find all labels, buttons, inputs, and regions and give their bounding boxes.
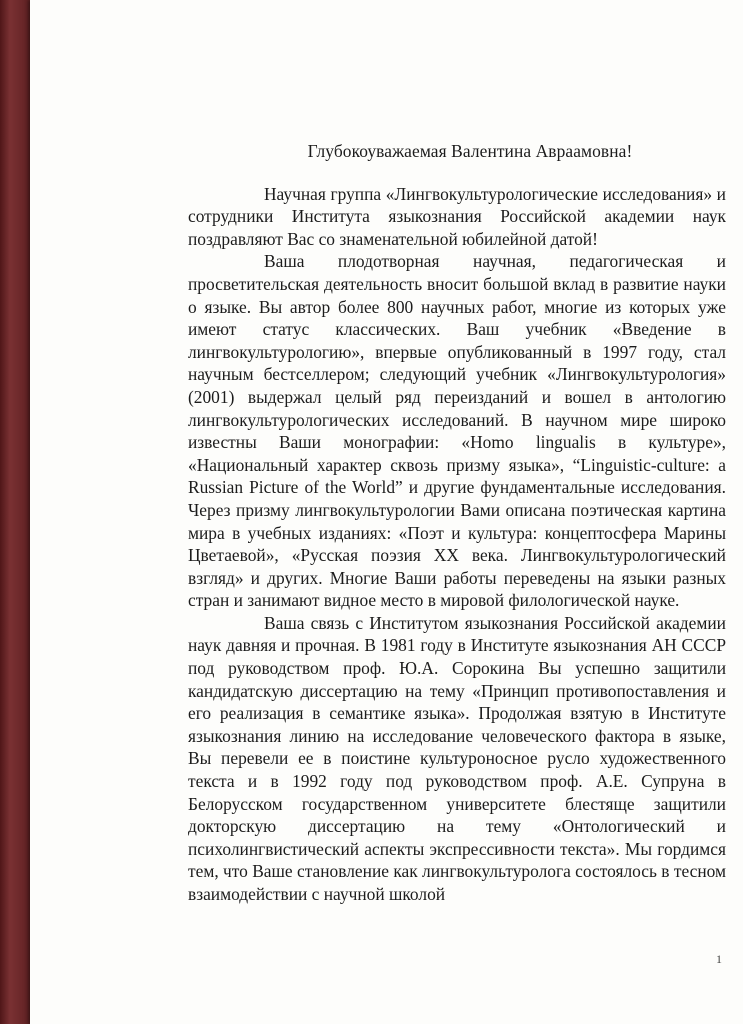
paragraph-congratulation: Научная группа «Лингвокультурологические исследования» и сотрудники Института языкознания Российской академии наук поздравляют Вас со знаменательной юбилейной датой! (188, 183, 726, 249)
letter-greeting: Глубокоуважаемая Валентина Авраамовна! (307, 141, 633, 161)
letter-body (188, 140, 726, 906)
paragraph-scientific-work: Ваша плодотворная научная, педагогическая и просветительская деятельность вносит большой вклад в развитие науки о языке. Вы автор более 800 научных работ, многие из которых уже имеют статус классических. Ваш учебник «Введение в лингвокультурологию», впервые опубликованный в 1997 году, стал научным бестселлером; следующий учебник «Лингвокультурология» (2001) выдержал целый ряд переизданий и вошел в антологию лингвокультурологических исследований. В научном мире широко известны Ваши монографии: «Homo lingualis в культуре», «Национальный характер сквозь призму языка», “Linguistic-culture: a Russian Picture of the World” и другие фундаментальные исследования. Через призму лингвокультурологии Вами описана поэтическая картина мира в учебных изданиях: «Поэт и культура: концептосфера Марины Цветаевой», «Русская поэзия XX века. Лингвокультурологический взгляд» и других. Многие Ваши работы переведены на языки разных стран и занимают видное место в мировой филологической науке. (188, 251, 726, 611)
document-page (30, 0, 743, 1024)
page-number: 1 (716, 952, 722, 966)
paragraph-institute-connection: Ваша связь с Институтом языкознания Российской академии наук давняя и прочная. В 1981 году в Институте языкознания АН СССР под руководством проф. Ю.А. Сорокина Вы успешно защитили кандидатскую диссертацию на тему «Принцип противопоставления и его реализация в семантике языка». Продолжая взятую в Институте языкознания линию на исследование человеческого фактора в языке, Вы перевели ее в поистине культуроносное русло художественного текста и в 1992 году под руководством проф. А.Е. Супруна в Белорусском государственном университете блестяще защитили докторскую диссертацию на тему «Онтологический и психолингвистический аспекты экспрессивности текста». Мы гордимся тем, что Ваше становление как лингвокультуролога состоялось в тесном взаимодействии с научной школой (188, 612, 726, 904)
